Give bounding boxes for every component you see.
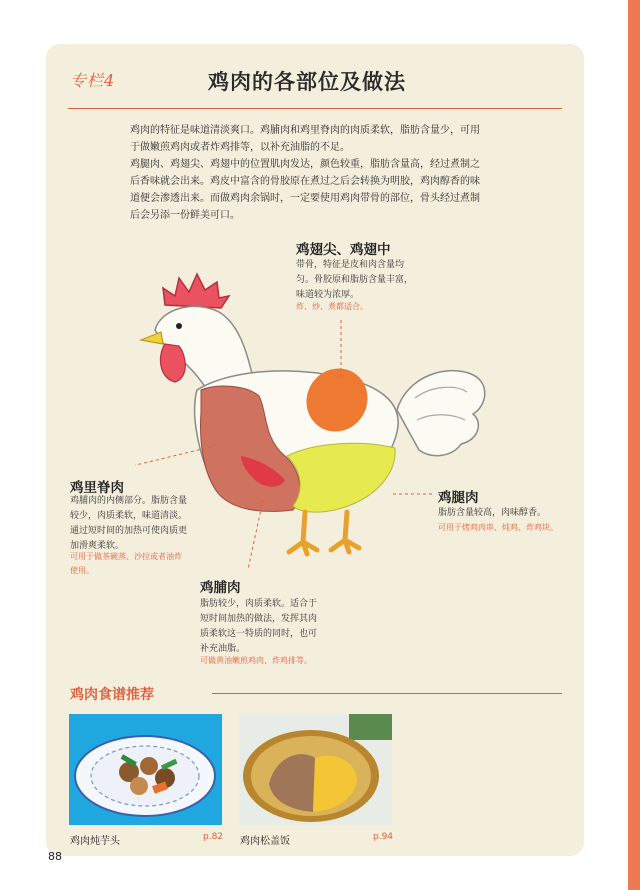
desc-line: 脂肪较少，肉质柔软。适合于 (200, 599, 318, 609)
page-number: 88 (48, 850, 62, 863)
intro-line: 于做嫩煎鸡肉或者炸鸡排等，以补充油脂的不足。 (130, 142, 350, 153)
desc-line: 味道较为浓厚。 (296, 290, 360, 300)
recipe-photo-minced-chicken-rice (239, 714, 392, 825)
recipe-name: 鸡肉松盖饭 (240, 836, 290, 847)
tenderloin-uses (70, 550, 182, 578)
recipe-page-ref[interactable]: p.82 (203, 832, 224, 842)
recipes-heading: 鸡肉食谱推荐 (70, 687, 154, 703)
intro-text (130, 122, 500, 224)
recipe-photo-taro-chicken (69, 714, 222, 825)
recipe-name: 鸡肉炖芋头 (70, 836, 120, 847)
page-title: 鸡肉的各部位及做法 (208, 70, 406, 94)
thigh-heading: 鸡腿肉 (438, 490, 479, 506)
thigh-description: 脂肪含量较高，肉味醇香。 (438, 508, 547, 518)
intro-line: 后香味就会出来。鸡皮中富含的骨胶原在煮过之后会转换为明胶，鸡肉醇香的味 (130, 176, 480, 187)
comb-icon (163, 274, 229, 308)
wing-description (296, 258, 413, 303)
desc-line: 短时间加热的做法，发挥其肉 (200, 614, 318, 624)
column-tag: 专栏4 (70, 71, 116, 90)
desc-line: 质柔软这一特质的同时，也可 (200, 629, 318, 639)
beak-icon (141, 332, 163, 344)
intro-line: 鸡腿肉、鸡翅尖、鸡翅中的位置肌肉发达，颜色较重，脂肪含量高，经过煮制之 (130, 159, 480, 170)
intro-line: 后会另添一份鲜美可口。 (130, 210, 240, 221)
use-line: 可用于做茶碗蒸、沙拉或者油炸 (70, 552, 182, 561)
recipe-page-ref[interactable]: p.94 (373, 832, 394, 842)
wattle-icon (160, 344, 185, 382)
desc-line: 补充油脂。 (200, 644, 246, 654)
desc-line: 通过短时间的加热可使肉质更 (70, 526, 188, 536)
wing-heading: 鸡翅尖、鸡翅中 (296, 242, 391, 258)
desc-line: 鸡脯肉的内侧部分。脂肪含量 (70, 496, 188, 506)
desc-line: 较少，肉质柔软，味道清淡。 (70, 511, 188, 521)
breast-description (200, 597, 317, 657)
desc-line: 加滑爽柔软。 (70, 541, 125, 551)
recipes-rule (212, 693, 562, 694)
breast-uses: 可做黄油嫩煎鸡肉、炸鸡排等。 (200, 656, 312, 665)
intro-line: 鸡肉的特征是味道清淡爽口。鸡脯肉和鸡里脊肉的肉质柔软，脂肪含量少，可用 (130, 125, 480, 136)
tenderloin-heading: 鸡里脊肉 (70, 480, 124, 496)
tenderloin-description (70, 494, 187, 554)
use-line: 使用。 (70, 566, 94, 575)
desc-line: 匀。骨胶原和脂肪含量丰富， (296, 275, 414, 285)
intro-line: 道便会渗透出来。而做鸡肉余锅时，一定要使用鸡肉带骨的部位，骨头经过煮制 (130, 193, 480, 204)
title-rule (68, 108, 562, 109)
side-color-bar (628, 0, 640, 890)
wing-uses: 炸、炒、煮都适合。 (296, 302, 368, 311)
thigh-uses: 可用于烤鸡肉串、炖鸡、炸鸡块。 (438, 523, 558, 532)
desc-line: 带骨，特征是皮和肉含量均 (296, 260, 405, 270)
breast-heading: 鸡脯肉 (200, 580, 241, 596)
